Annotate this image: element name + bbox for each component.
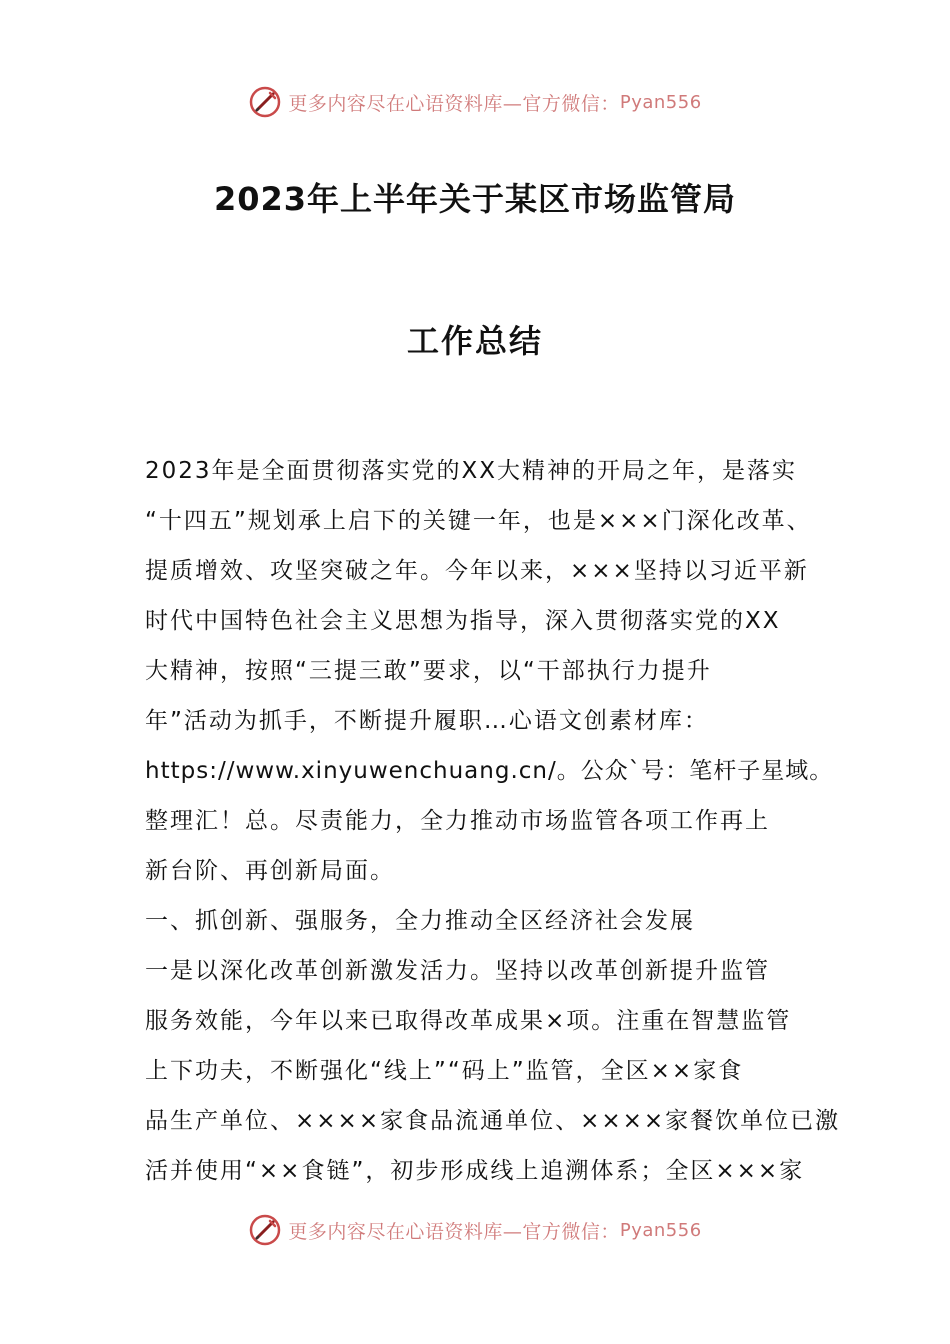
body-line: 一是以深化改革创新激发活力。坚持以改革创新提升监管 [145, 958, 770, 984]
watermark-banner-bottom [0, 1210, 950, 1250]
body-line: 提质增效、攻坚突破之年。今年以来，×××坚持以习近平新 [145, 558, 809, 584]
section-heading: 一、抓创新、强服务，全力推动全区经济社会发展 [145, 908, 695, 934]
pen-logo-icon [248, 85, 282, 119]
body-line: 新台阶、再创新局面。 [145, 858, 395, 884]
pen-logo-icon [248, 1213, 282, 1247]
document-title-line-2: 工作总结 [406, 322, 543, 360]
body-line: https://www.xinyuwenchuang.cn/。公众`号：笔杆子星域。 [145, 758, 834, 784]
body-line: 整理汇！总。尽责能力，全力推动市场监管各项工作再上 [145, 808, 770, 834]
body-line: “十四五”规划承上启下的关键一年，也是×××门深化改革、 [145, 508, 812, 534]
watermark-wechat-id: Pyan556 [619, 1219, 702, 1241]
watermark-banner-top [0, 82, 950, 122]
body-line: 品生产单位、××××家食品流通单位、××××家餐饮单位已激 [145, 1108, 841, 1134]
body-line: 2023年是全面贯彻落实党的XX大精神的开局之年，是落实 [145, 458, 798, 484]
body-line: 年”活动为抓手，不断提升履职…心语文创素材库： [145, 708, 709, 734]
document-title-line-1: 2023年上半年关于某区市场监管局 [213, 180, 737, 218]
watermark-text: 更多内容尽在心语资料库—官方微信： [288, 92, 620, 115]
body-line: 时代中国特色社会主义思想为指导，深入贯彻落实党的XX [145, 608, 781, 634]
body-line: 大精神，按照“三提三敢”要求，以“干部执行力提升 [145, 658, 712, 684]
body-line: 活并使用“××食链”，初步形成线上追溯体系；全区×××家 [145, 1158, 805, 1184]
watermark-wechat-id: Pyan556 [619, 91, 702, 113]
document-body [145, 446, 841, 1196]
body-line: 服务效能，今年以来已取得改革成果×项。注重在智慧监管 [145, 1008, 792, 1034]
body-line: 上下功夫，不断强化“线上”“码上”监管，全区××家食 [145, 1058, 744, 1084]
watermark-text: 更多内容尽在心语资料库—官方微信： [288, 1220, 620, 1243]
